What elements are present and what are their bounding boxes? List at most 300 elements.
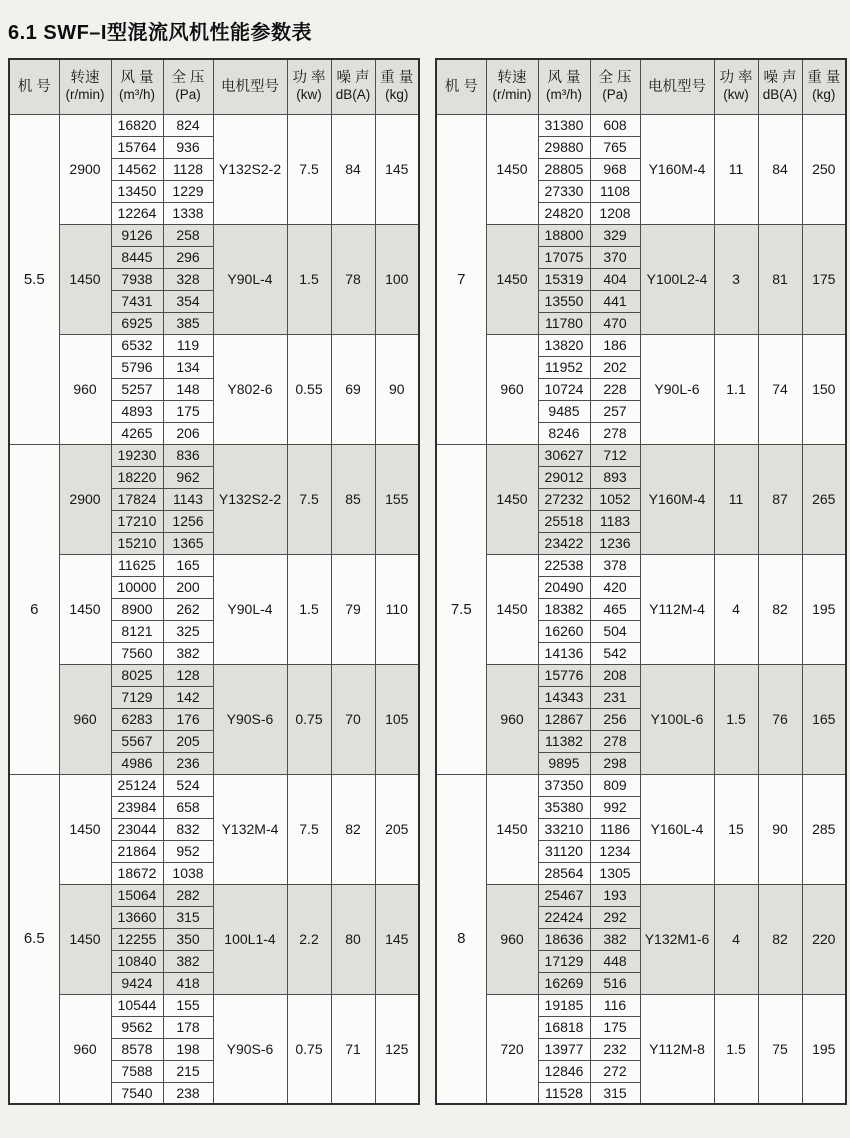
pressure-cell: 504 (590, 620, 640, 642)
pressure-cell: 175 (590, 1016, 640, 1038)
pressure-cell: 128 (163, 664, 213, 686)
flow-cell: 10000 (111, 576, 163, 598)
motor-model-cell: 100L1-4 (213, 884, 287, 994)
speed-cell: 960 (486, 884, 538, 994)
pressure-cell: 315 (590, 1082, 640, 1104)
pressure-cell: 470 (590, 312, 640, 334)
flow-cell: 12846 (538, 1060, 590, 1082)
table-row (9, 224, 419, 246)
flow-cell: 19185 (538, 994, 590, 1016)
noise-cell: 82 (758, 554, 802, 664)
flow-cell: 11382 (538, 730, 590, 752)
pressure-cell: 1256 (163, 510, 213, 532)
pressure-cell: 516 (590, 972, 640, 994)
pressure-cell: 258 (163, 224, 213, 246)
table-row (9, 554, 419, 576)
motor-model-cell: Y90S-6 (213, 994, 287, 1104)
table-row (436, 554, 846, 576)
pressure-cell: 155 (163, 994, 213, 1016)
noise-cell: 76 (758, 664, 802, 774)
flow-cell: 11780 (538, 312, 590, 334)
power-cell: 0.75 (287, 664, 331, 774)
table-row (9, 884, 419, 906)
pressure-cell: 824 (163, 114, 213, 136)
pressure-cell: 328 (163, 268, 213, 290)
flow-cell: 23044 (111, 818, 163, 840)
pressure-cell: 992 (590, 796, 640, 818)
pressure-cell: 608 (590, 114, 640, 136)
power-cell: 7.5 (287, 774, 331, 884)
motor-model-cell: Y90L-4 (213, 554, 287, 664)
pressure-cell: 215 (163, 1060, 213, 1082)
pressure-cell: 116 (590, 994, 640, 1016)
flow-cell: 35380 (538, 796, 590, 818)
speed-cell: 960 (59, 334, 111, 444)
column-label: 转速 (70, 70, 100, 87)
flow-cell: 7938 (111, 268, 163, 290)
pressure-cell: 165 (163, 554, 213, 576)
flow-cell: 18382 (538, 598, 590, 620)
pressure-cell: 441 (590, 290, 640, 312)
performance-table-left (8, 58, 420, 1105)
flow-cell: 7540 (111, 1082, 163, 1104)
flow-cell: 11528 (538, 1082, 590, 1104)
table-row (9, 334, 419, 356)
weight-cell: 165 (802, 664, 846, 774)
flow-cell: 13977 (538, 1038, 590, 1060)
column-header (538, 59, 590, 114)
weight-cell: 155 (375, 444, 419, 554)
flow-cell: 13550 (538, 290, 590, 312)
flow-cell: 16260 (538, 620, 590, 642)
flow-cell: 10840 (111, 950, 163, 972)
column-label: 风 量 (547, 70, 581, 87)
flow-cell: 9895 (538, 752, 590, 774)
pressure-cell: 238 (163, 1082, 213, 1104)
flow-cell: 28805 (538, 158, 590, 180)
speed-cell: 960 (59, 664, 111, 774)
flow-cell: 18636 (538, 928, 590, 950)
table-row (9, 114, 419, 136)
flow-cell: 9126 (111, 224, 163, 246)
pressure-cell: 1229 (163, 180, 213, 202)
pressure-cell: 1128 (163, 158, 213, 180)
pressure-cell: 448 (590, 950, 640, 972)
flow-cell: 31120 (538, 840, 590, 862)
flow-cell: 8246 (538, 422, 590, 444)
flow-cell: 7129 (111, 686, 163, 708)
power-cell: 1.5 (287, 224, 331, 334)
pressure-cell: 378 (590, 554, 640, 576)
column-unit: (r/min) (492, 87, 532, 103)
column-label: 重 量 (380, 70, 414, 87)
column-label: 重 量 (807, 70, 841, 87)
pressure-cell: 1108 (590, 180, 640, 202)
pressure-cell: 1052 (590, 488, 640, 510)
table-row (436, 114, 846, 136)
power-cell: 1.1 (714, 334, 758, 444)
header-row (436, 59, 846, 114)
weight-cell: 125 (375, 994, 419, 1104)
flow-cell: 13660 (111, 906, 163, 928)
noise-cell: 79 (331, 554, 375, 664)
pressure-cell: 176 (163, 708, 213, 730)
speed-cell: 960 (59, 994, 111, 1104)
flow-cell: 29880 (538, 136, 590, 158)
weight-cell: 90 (375, 334, 419, 444)
speed-cell: 1450 (59, 884, 111, 994)
flow-cell: 8900 (111, 598, 163, 620)
pressure-cell: 354 (163, 290, 213, 312)
speed-cell: 960 (486, 334, 538, 444)
motor-model-cell: Y132M1-6 (640, 884, 714, 994)
pressure-cell: 658 (163, 796, 213, 818)
column-unit: (Pa) (602, 87, 628, 103)
noise-cell: 80 (331, 884, 375, 994)
table-row (436, 884, 846, 906)
pressure-cell: 1305 (590, 862, 640, 884)
pressure-cell: 329 (590, 224, 640, 246)
flow-cell: 10724 (538, 378, 590, 400)
flow-cell: 5796 (111, 356, 163, 378)
flow-cell: 17129 (538, 950, 590, 972)
flow-cell: 25124 (111, 774, 163, 796)
page-title: 6.1 SWF–I型混流风机性能参数表 (8, 22, 312, 44)
flow-cell: 28564 (538, 862, 590, 884)
weight-cell: 145 (375, 884, 419, 994)
power-cell: 1.5 (287, 554, 331, 664)
power-cell: 7.5 (287, 444, 331, 554)
column-header (436, 59, 486, 114)
flow-cell: 33210 (538, 818, 590, 840)
power-cell: 2.2 (287, 884, 331, 994)
pressure-cell: 968 (590, 158, 640, 180)
flow-cell: 4265 (111, 422, 163, 444)
column-unit: (m³/h) (546, 87, 582, 103)
column-header (213, 59, 287, 114)
flow-cell: 11952 (538, 356, 590, 378)
column-label: 功 率 (292, 70, 326, 87)
noise-cell: 85 (331, 444, 375, 554)
weight-cell: 175 (802, 224, 846, 334)
noise-cell: 71 (331, 994, 375, 1104)
column-unit: (r/min) (65, 87, 105, 103)
motor-model-cell: Y132S2-2 (213, 114, 287, 224)
pressure-cell: 418 (163, 972, 213, 994)
flow-cell: 11625 (111, 554, 163, 576)
pressure-cell: 836 (163, 444, 213, 466)
pressure-cell: 228 (590, 378, 640, 400)
pressure-cell: 385 (163, 312, 213, 334)
pressure-cell: 1365 (163, 532, 213, 554)
header-row (9, 59, 419, 114)
column-header (163, 59, 213, 114)
power-cell: 15 (714, 774, 758, 884)
flow-cell: 7431 (111, 290, 163, 312)
pressure-cell: 257 (590, 400, 640, 422)
column-header (9, 59, 59, 114)
power-cell: 11 (714, 444, 758, 554)
column-header (714, 59, 758, 114)
weight-cell: 205 (375, 774, 419, 884)
power-cell: 4 (714, 554, 758, 664)
weight-cell: 110 (375, 554, 419, 664)
flow-cell: 17210 (111, 510, 163, 532)
column-label: 电机型号 (648, 78, 706, 95)
table-row (9, 664, 419, 686)
pressure-cell: 962 (163, 466, 213, 488)
flow-cell: 12255 (111, 928, 163, 950)
flow-cell: 27330 (538, 180, 590, 202)
flow-cell: 16820 (111, 114, 163, 136)
pressure-cell: 542 (590, 642, 640, 664)
flow-cell: 9485 (538, 400, 590, 422)
noise-cell: 75 (758, 994, 802, 1104)
flow-cell: 23422 (538, 532, 590, 554)
flow-cell: 22538 (538, 554, 590, 576)
speed-cell: 1450 (486, 224, 538, 334)
speed-cell: 1450 (59, 774, 111, 884)
pressure-cell: 1038 (163, 862, 213, 884)
table-row (9, 444, 419, 466)
flow-cell: 17075 (538, 246, 590, 268)
column-header (375, 59, 419, 114)
machine-size-cell: 8 (436, 774, 486, 1104)
flow-cell: 6283 (111, 708, 163, 730)
performance-table-right (435, 58, 847, 1105)
pressure-cell: 893 (590, 466, 640, 488)
noise-cell: 90 (758, 774, 802, 884)
column-header (59, 59, 111, 114)
pressure-cell: 202 (590, 356, 640, 378)
motor-model-cell: Y90S-6 (213, 664, 287, 774)
column-label: 全 压 (171, 70, 205, 87)
flow-cell: 18220 (111, 466, 163, 488)
flow-cell: 15776 (538, 664, 590, 686)
pressure-cell: 952 (163, 840, 213, 862)
table-row (436, 444, 846, 466)
flow-cell: 24820 (538, 202, 590, 224)
flow-cell: 8445 (111, 246, 163, 268)
pressure-cell: 296 (163, 246, 213, 268)
pressure-cell: 278 (590, 422, 640, 444)
pressure-cell: 231 (590, 686, 640, 708)
pressure-cell: 206 (163, 422, 213, 444)
weight-cell: 195 (802, 994, 846, 1104)
pressure-cell: 186 (590, 334, 640, 356)
weight-cell: 265 (802, 444, 846, 554)
pressure-cell: 148 (163, 378, 213, 400)
pressure-cell: 278 (590, 730, 640, 752)
speed-cell: 1450 (486, 774, 538, 884)
flow-cell: 16269 (538, 972, 590, 994)
speed-cell: 1450 (486, 444, 538, 554)
flow-cell: 18800 (538, 224, 590, 246)
table-row (436, 664, 846, 686)
motor-model-cell: Y160M-4 (640, 444, 714, 554)
motor-model-cell: Y112M-4 (640, 554, 714, 664)
motor-model-cell: Y802-6 (213, 334, 287, 444)
pressure-cell: 262 (163, 598, 213, 620)
column-unit: (kw) (296, 87, 322, 103)
motor-model-cell: Y100L-6 (640, 664, 714, 774)
flow-cell: 5257 (111, 378, 163, 400)
motor-model-cell: Y90L-6 (640, 334, 714, 444)
flow-cell: 15764 (111, 136, 163, 158)
flow-cell: 4986 (111, 752, 163, 774)
tables-container (8, 58, 847, 1105)
column-unit: (Pa) (175, 87, 201, 103)
column-label: 功 率 (719, 70, 753, 87)
power-cell: 1.5 (714, 664, 758, 774)
column-label: 噪 声 (763, 70, 797, 87)
noise-cell: 82 (758, 884, 802, 994)
power-cell: 0.75 (287, 994, 331, 1104)
table-row (9, 994, 419, 1016)
table-row (436, 224, 846, 246)
flow-cell: 14562 (111, 158, 163, 180)
flow-cell: 18672 (111, 862, 163, 884)
pressure-cell: 119 (163, 334, 213, 356)
pressure-cell: 420 (590, 576, 640, 598)
flow-cell: 13450 (111, 180, 163, 202)
pressure-cell: 134 (163, 356, 213, 378)
column-header (331, 59, 375, 114)
weight-cell: 285 (802, 774, 846, 884)
column-header (590, 59, 640, 114)
pressure-cell: 236 (163, 752, 213, 774)
weight-cell: 150 (802, 334, 846, 444)
machine-size-cell: 7 (436, 114, 486, 444)
pressure-cell: 1234 (590, 840, 640, 862)
flow-cell: 29012 (538, 466, 590, 488)
flow-cell: 13820 (538, 334, 590, 356)
weight-cell: 195 (802, 554, 846, 664)
flow-cell: 8121 (111, 620, 163, 642)
column-header (287, 59, 331, 114)
flow-cell: 15319 (538, 268, 590, 290)
speed-cell: 1450 (486, 114, 538, 224)
weight-cell: 250 (802, 114, 846, 224)
noise-cell: 81 (758, 224, 802, 334)
speed-cell: 1450 (59, 554, 111, 664)
flow-cell: 25467 (538, 884, 590, 906)
flow-cell: 12264 (111, 202, 163, 224)
flow-cell: 16818 (538, 1016, 590, 1038)
column-label: 噪 声 (336, 70, 370, 87)
pressure-cell: 809 (590, 774, 640, 796)
flow-cell: 8025 (111, 664, 163, 686)
motor-model-cell: Y90L-4 (213, 224, 287, 334)
noise-cell: 69 (331, 334, 375, 444)
machine-size-cell: 7.5 (436, 444, 486, 774)
pressure-cell: 1186 (590, 818, 640, 840)
motor-model-cell: Y132S2-2 (213, 444, 287, 554)
column-label: 风 量 (120, 70, 154, 87)
flow-cell: 15210 (111, 532, 163, 554)
table-row (9, 774, 419, 796)
pressure-cell: 1208 (590, 202, 640, 224)
noise-cell: 84 (758, 114, 802, 224)
column-header (758, 59, 802, 114)
flow-cell: 25518 (538, 510, 590, 532)
pressure-cell: 832 (163, 818, 213, 840)
speed-cell: 960 (486, 664, 538, 774)
pressure-cell: 382 (163, 950, 213, 972)
pressure-cell: 178 (163, 1016, 213, 1038)
power-cell: 4 (714, 884, 758, 994)
column-header (486, 59, 538, 114)
flow-cell: 14136 (538, 642, 590, 664)
flow-cell: 15064 (111, 884, 163, 906)
pressure-cell: 936 (163, 136, 213, 158)
speed-cell: 1450 (59, 224, 111, 334)
column-header (802, 59, 846, 114)
pressure-cell: 200 (163, 576, 213, 598)
pressure-cell: 193 (590, 884, 640, 906)
pressure-cell: 1338 (163, 202, 213, 224)
machine-size-cell: 5.5 (9, 114, 59, 444)
speed-cell: 2900 (59, 444, 111, 554)
column-unit: (kw) (723, 87, 749, 103)
column-label: 电机型号 (221, 78, 279, 95)
flow-cell: 9424 (111, 972, 163, 994)
power-cell: 11 (714, 114, 758, 224)
flow-cell: 7560 (111, 642, 163, 664)
flow-cell: 31380 (538, 114, 590, 136)
speed-cell: 720 (486, 994, 538, 1104)
weight-cell: 145 (375, 114, 419, 224)
table-row (436, 334, 846, 356)
pressure-cell: 282 (163, 884, 213, 906)
motor-model-cell: Y132M-4 (213, 774, 287, 884)
column-unit: (kg) (385, 87, 409, 103)
flow-cell: 17824 (111, 488, 163, 510)
noise-cell: 70 (331, 664, 375, 774)
machine-size-cell: 6.5 (9, 774, 59, 1104)
column-unit: dB(A) (762, 87, 798, 103)
pressure-cell: 292 (590, 906, 640, 928)
pressure-cell: 712 (590, 444, 640, 466)
pressure-cell: 1183 (590, 510, 640, 532)
column-unit: dB(A) (335, 87, 371, 103)
table-row (436, 774, 846, 796)
pressure-cell: 142 (163, 686, 213, 708)
power-cell: 0.55 (287, 334, 331, 444)
motor-model-cell: Y112M-8 (640, 994, 714, 1104)
flow-cell: 6925 (111, 312, 163, 334)
column-label: 机 号 (17, 78, 51, 95)
flow-cell: 6532 (111, 334, 163, 356)
flow-cell: 9562 (111, 1016, 163, 1038)
column-label: 转速 (497, 70, 527, 87)
pressure-cell: 175 (163, 400, 213, 422)
flow-cell: 10544 (111, 994, 163, 1016)
weight-cell: 105 (375, 664, 419, 774)
pressure-cell: 298 (590, 752, 640, 774)
pressure-cell: 232 (590, 1038, 640, 1060)
pressure-cell: 198 (163, 1038, 213, 1060)
flow-cell: 20490 (538, 576, 590, 598)
pressure-cell: 208 (590, 664, 640, 686)
motor-model-cell: Y160L-4 (640, 774, 714, 884)
speed-cell: 2900 (59, 114, 111, 224)
noise-cell: 74 (758, 334, 802, 444)
pressure-cell: 272 (590, 1060, 640, 1082)
pressure-cell: 1236 (590, 532, 640, 554)
flow-cell: 4893 (111, 400, 163, 422)
pressure-cell: 370 (590, 246, 640, 268)
